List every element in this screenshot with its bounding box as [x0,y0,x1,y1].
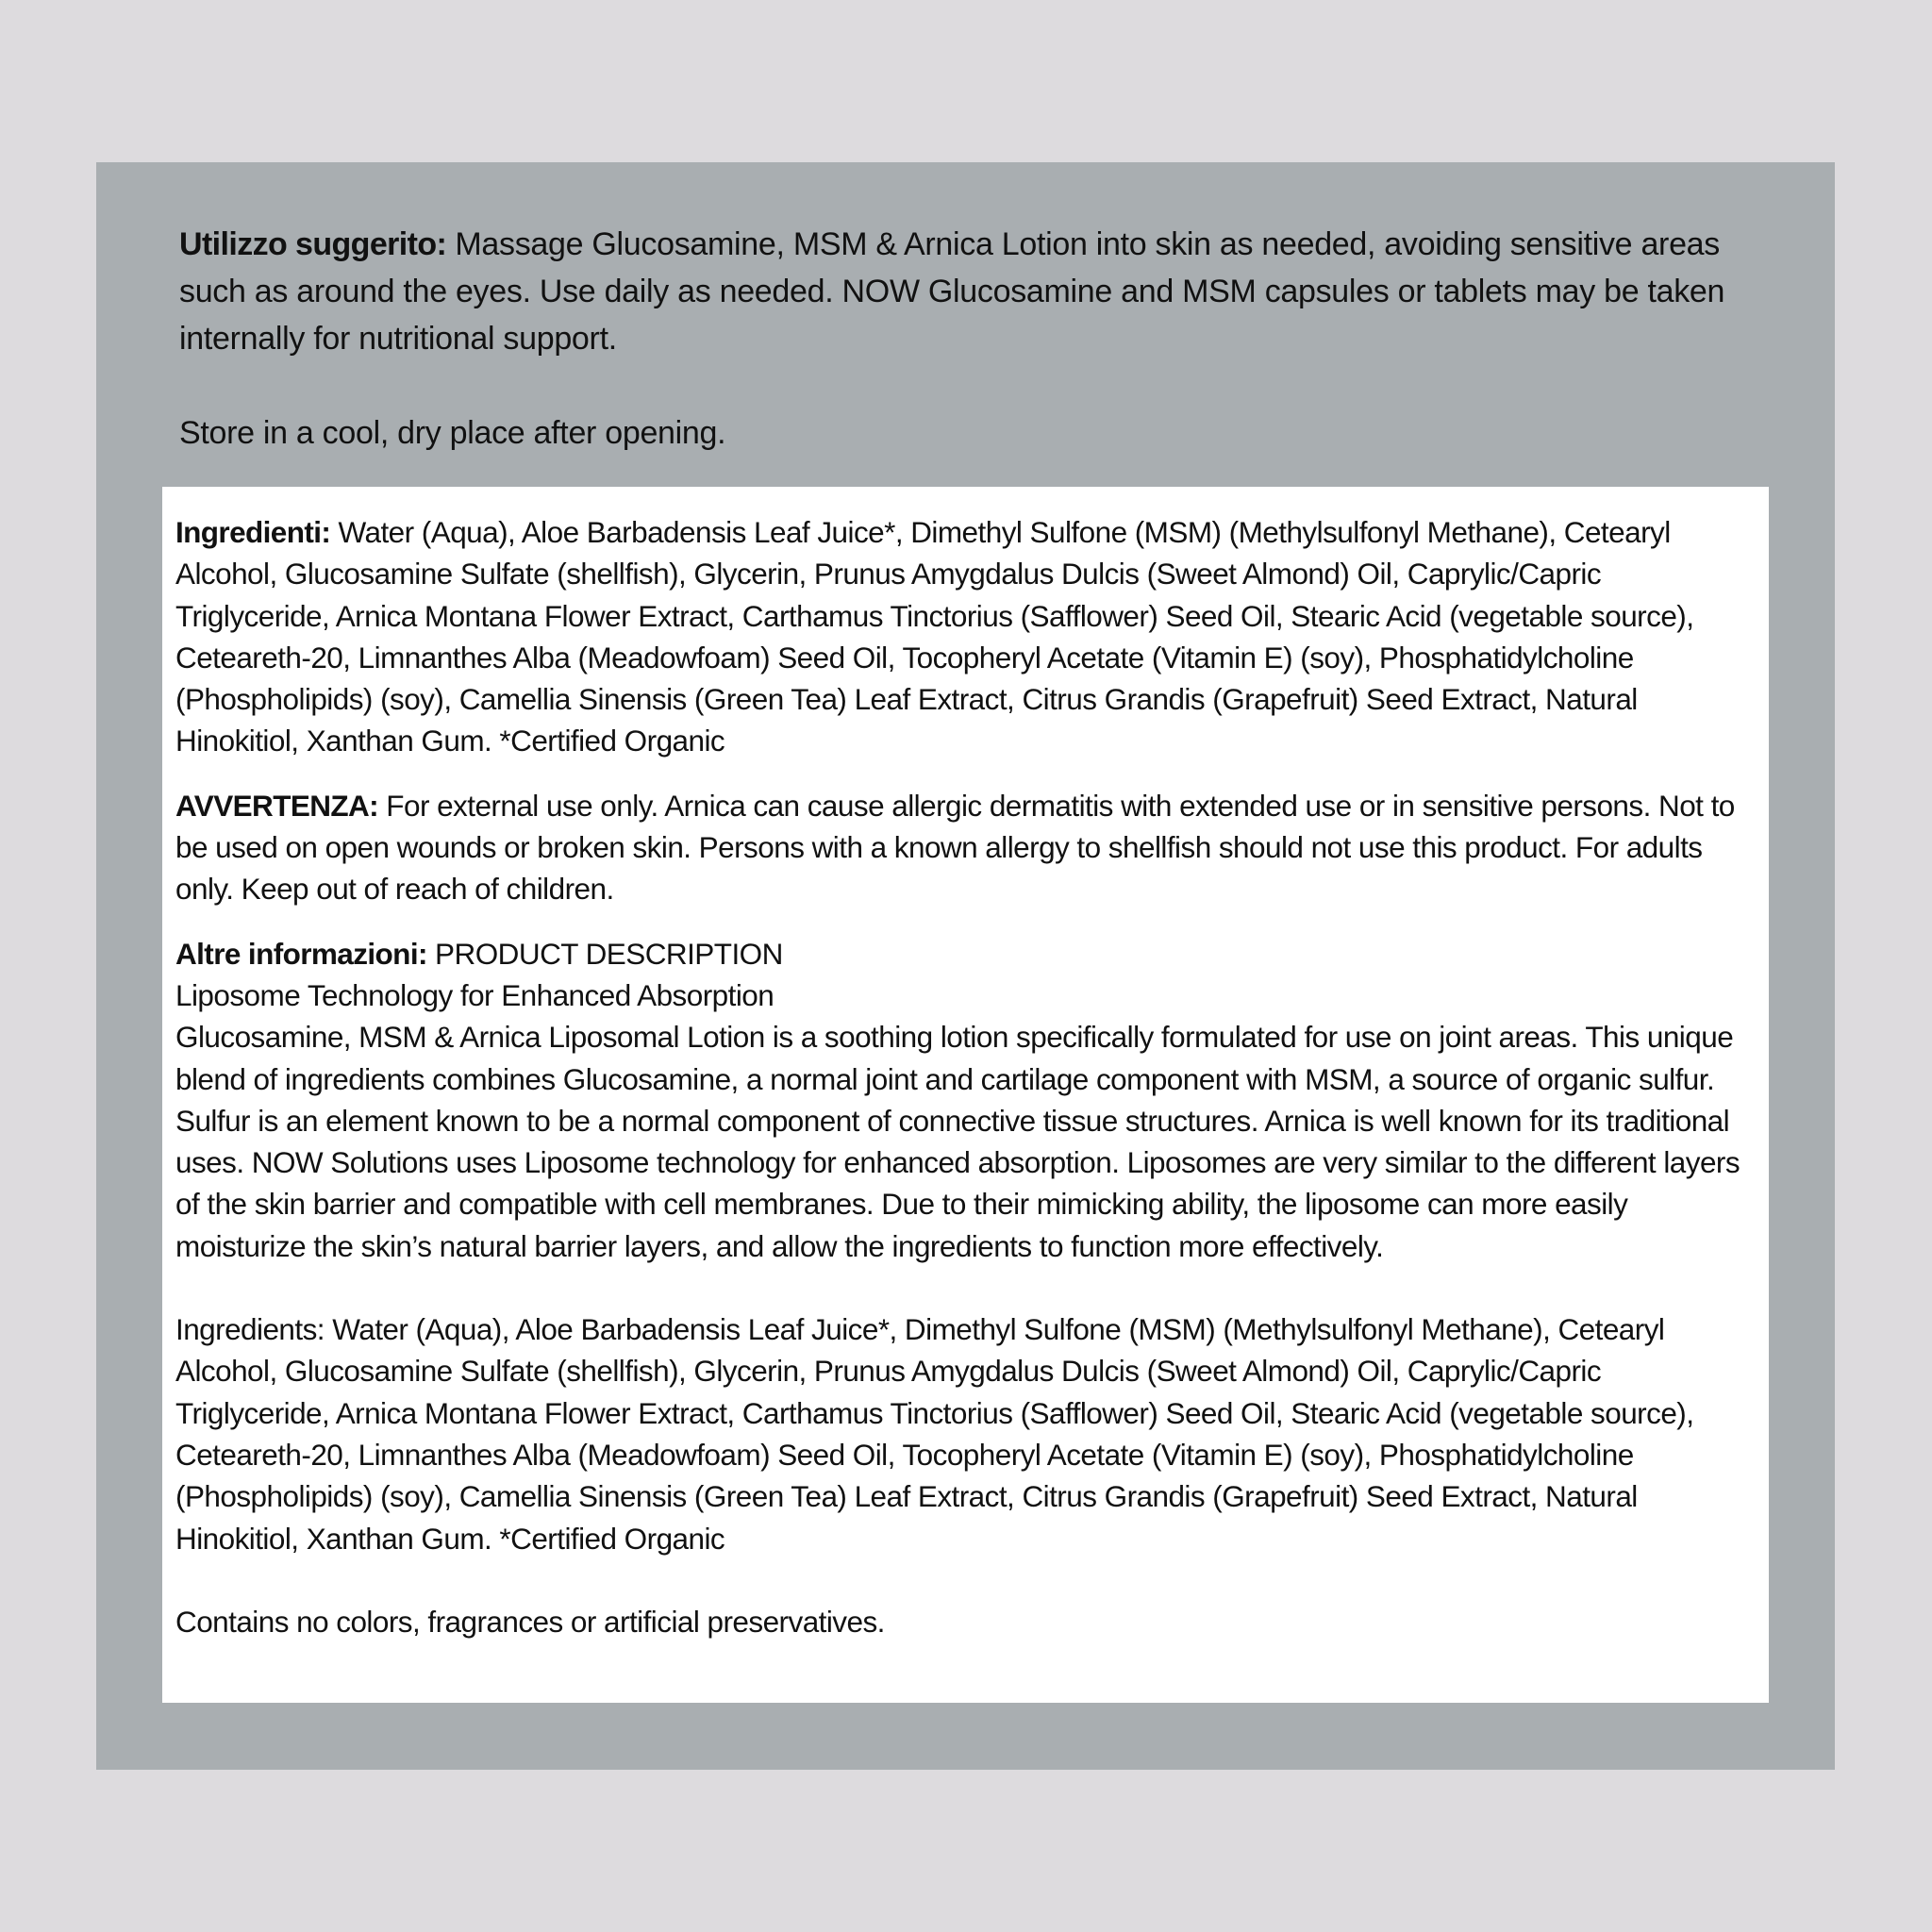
other-info-label: Altre informazioni: [175,936,427,971]
ingredients-text: Water (Aqua), Aloe Barbadensis Leaf Juice*, Dimethyl Sulfone (MSM) (Methylsulfonyl Methane), Cetearyl Alcohol, Glucosamine Sulfate (shellfish), Glycerin, Prunus Amygdalus Dulcis (Sweet Almond) Oil, Caprylic/Capric Triglyceride, Arnica Montana Flower Extract, Carthamus Tinctorius (Safflower) Seed Oil, Stearic Acid (vegetable source), Ceteareth-20, Limnanthes Alba (Meadowfoam) Seed Oil, Tocopheryl Acetate (Vitamin E) (soy), Phosphatidylcholine (Phospholipids) (soy), Camellia Sinensis (Green Tea) Leaf Extract, Citrus Grandis (Grapefruit) Seed Extract, Natural Hinokitiol, Xanthan Gum. *Certified Organic [175,515,1694,758]
product-description: Glucosamine, MSM & Arnica Liposomal Lotion is a soothing lotion specifically formulated for use on joint areas. This unique blend of ingredients combines Glucosamine, a normal joint and cartilage component with MSM, a source of organic sulfur. Sulfur is an element known to be a normal component of connective tissue structures. Arnica is well known for its traditional uses. NOW Solutions uses Liposome technology for enhanced absorption. Liposomes are very similar to the different layers of the skin barrier and compatible with cell membranes. Due to their mimicking ability, the liposome can more easily moisturize the skin’s natural barrier layers, and allow the ingredients to function more effectively. [175,1020,1740,1263]
ingredients-label: Ingredienti: [175,515,331,549]
warning-text: For external use only. Arnica can cause allergic dermatitis with extended use or in sensitive persons. Not to be used on open wounds or broken skin. Persons with a known allergy to shellfish should not use this product. For adults only. Keep out of reach of children. [175,788,1735,907]
contains-statement: Contains no colors, fragrances or artificial preservatives. [175,1604,885,1639]
info-card-content [175,511,1757,1642]
product-subheading: Liposome Technology for Enhanced Absorption [175,977,774,1012]
warning-label: AVVERTENZA: [175,788,379,823]
usage-section [179,221,1764,457]
warning-paragraph [175,785,1757,910]
storage-text: Store in a cool, dry place after opening. [179,415,726,451]
usage-text: Massage Glucosamine, MSM & Arnica Lotion into skin as needed, avoiding sensitive areas such as around the eyes. Use daily as needed. NOW Glucosamine and MSM capsules or tablets may be taken internally for nutritional support. [179,226,1725,357]
usage-paragraph [179,221,1764,362]
label-panel [96,162,1835,1770]
usage-label: Utilizzo suggerito: [179,226,447,262]
other-info-heading [175,933,1757,974]
ingredients-paragraph [175,511,1757,762]
ingredients-english: Ingredients: Water (Aqua), Aloe Barbadensis Leaf Juice*, Dimethyl Sulfone (MSM) (Methylsulfonyl Methane), Cetearyl Alcohol, Glucosamine Sulfate (shellfish), Glycerin, Prunus Amygdalus Dulcis (Sweet Almond) Oil, Caprylic/Capric Triglyceride, Arnica Montana Flower Extract, Carthamus Tinctorius (Safflower) Seed Oil, Stearic Acid (vegetable source), Ceteareth-20, Limnanthes Alba (Meadowfoam) Seed Oil, Tocopheryl Acetate (Vitamin E) (soy), Phosphatidylcholine (Phospholipids) (soy), Camellia Sinensis (Green Tea) Leaf Extract, Citrus Grandis (Grapefruit) Seed Extract, Natural Hinokitiol, Xanthan Gum. *Certified Organic [175,1312,1694,1556]
info-card [162,487,1769,1703]
product-description-heading: PRODUCT DESCRIPTION [426,936,783,971]
